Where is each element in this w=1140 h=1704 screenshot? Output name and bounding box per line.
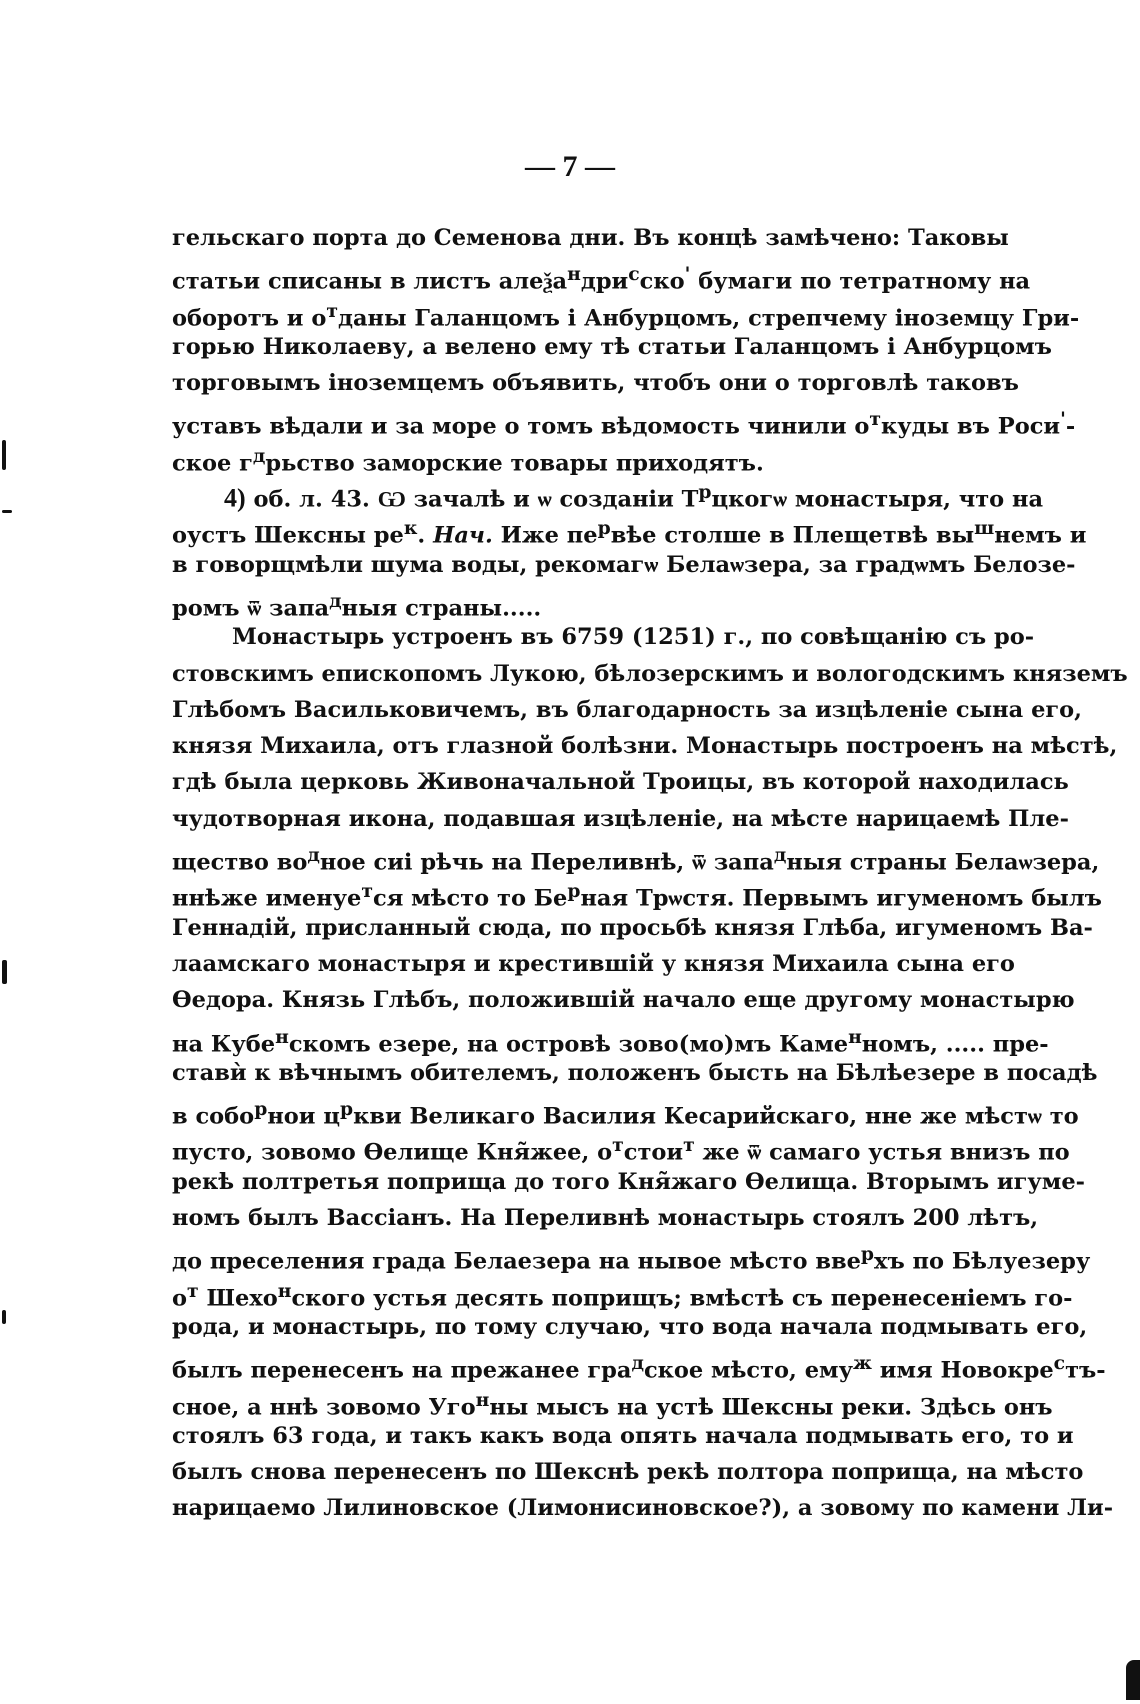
text-line: сное, а ннѣ зовомо Уго$^н$ны мысъ на устѣ Шексны реки. Здѣсь онъ — [172, 1388, 1053, 1420]
text-line: князя Михаила, отъ глазной болѣзни. Монастырь построенъ на мѣстѣ, — [172, 733, 1118, 760]
text-line: торговымъ іноземцемъ объявить, чтобъ они о торговлѣ таковъ — [172, 370, 1019, 397]
text-line: горью Николаеву, а велено ему тѣ статьи Галанцомъ і Анбурцомъ — [172, 333, 1052, 360]
text-line: в собо$^р$нои $ц^ркви$ Великаго Василия Кесарийскаго, нне же мѣстѡ то — [172, 1098, 1079, 1130]
margin-mark — [2, 440, 6, 470]
text-line: Өедора. Князь Глѣбъ, положившій начало еще другому монастырю — [172, 987, 1075, 1014]
margin-mark — [2, 1310, 6, 1324]
text-line: лаамскаго монастыря и крестившій у князя Михаила сына его — [172, 950, 1015, 977]
text-line: до преселения града Белаезера на нывое мѣсто вве$^р$хъ по Бѣлуезеру — [172, 1243, 1091, 1275]
text-line: Геннадій, присланный сюда, по просьбѣ князя Глѣба, игуменомъ Ва- — [172, 914, 1093, 941]
text-line: былъ снова перенесенъ по Шекснѣ рекѣ полтора поприща, на мѣсто — [172, 1459, 1084, 1486]
margin-mark — [1126, 1660, 1140, 1700]
text-line: рекѣ полтретья поприща до того Кня̃жаго Өелища. Вторымъ игуме- — [172, 1168, 1085, 1195]
text-line: ннѣже именуе$^т$ся мѣсто то $Бе^рная$ Трѡстя. Первымъ игуменомъ былъ — [172, 880, 1102, 912]
text-line: Глѣбомъ Васильковичемъ, въ благодарность за изцѣленіе сына его, — [172, 696, 1083, 723]
text-line: уставъ вѣдали и за море о томъ вѣдомость чинили $о^ткуды$ въ Роси'- — [172, 408, 1076, 440]
text-line: стовскимъ епископомъ Лукою, бѣлозерскимъ и вологодскимъ княземъ — [172, 660, 1128, 687]
text-line: Монастырь устроенъ въ 6759 (1251) г., по совѣщанію съ ро- — [232, 624, 1035, 651]
text-line: $о^т$ Шехо$^н$ского устья десять поприщъ; вмѣстѣ съ перенесеніемъ го- — [172, 1279, 1073, 1312]
text-line: стоялъ 63 года, и такъ какъ вода опять начала подмывать его, то и — [172, 1422, 1074, 1449]
text-block — [172, 220, 1128, 1527]
text-line: на Кубе$^н$скомъ езере, на островѣ зово(мо)мъ Каме$^н$номъ, ..... пре- — [172, 1025, 1049, 1058]
margin-mark — [2, 510, 12, 513]
text-line: номъ былъ Вассіанъ. На Переливнѣ монастырь стоялъ 200 лѣтъ, — [172, 1205, 1039, 1232]
text-line: гельскаго порта до Семенова дни. Въ концѣ замѣчено: Таковы — [172, 225, 1009, 251]
text-line: пусто, зовомо Өелище Кня̃жее, $о^тстои^т$ же ѿ самаго устья внизъ по — [172, 1134, 1070, 1166]
margin-mark — [2, 960, 7, 984]
text-line: былъ перенесенъ на прежанее гра$^д$ское мѣсто, ему$^ж$ имя Новокре$^с$тъ- — [172, 1352, 1106, 1384]
text-line: гдѣ была церковь Живоначальной Троицы, въ которой находилась — [172, 769, 1069, 796]
text-line: ромъ ѿ запа$^д$ныя страны..... — [172, 589, 542, 622]
text-line: ставѝ к вѣчнымъ обителемъ, положенъ бысть на Бѣлѣезере в посадѣ — [172, 1059, 1098, 1086]
text-line: ское $г^дрьство$ заморские товары приходятъ. — [172, 444, 764, 477]
page-number: — 7 — — [525, 150, 615, 183]
text-line: в говорщмѣли шума воды, рекомагѡ Белаѡзера, за градѡмъ Белозе- — [172, 551, 1076, 578]
text-line: рода, и монастырь, по тому случаю, что вода начала подмывать его, — [172, 1313, 1088, 1340]
text-line: оустъ Шексны $ре^к$. Нач. Иже $пе^рвѣе$ столше в Плещетвѣ $вы^шнемъ$ и — [172, 517, 1087, 549]
text-line: чудотворная икона, подавшая изцѣленіе, на мѣсте нарицаемѣ Пле- — [172, 805, 1069, 832]
text-line: оборотъ и $о^тданы$ Галанцомъ і Анбурцомъ, стрепчему іноземцу Гри- — [172, 299, 1080, 332]
text-line: статьи списаны в листъ алеѯа$^н$дри$^с$ско' бумаги по тетратному на — [172, 263, 1031, 295]
text-line: нарицаемо Лилиновское (Лимонисиновское?), а зовому по камени Ли- — [172, 1495, 1114, 1522]
text-line: 4) об. л. 43. Ѡ зачалѣ и ѡ созданіи $Т^рцкогѡ$ монастыря, что на — [224, 481, 1044, 513]
text-line: щество $во^дное$ сиі рѣчь на Переливнѣ, ѿ запа$^д$ныя страны Белаѡзера, — [172, 844, 1100, 876]
